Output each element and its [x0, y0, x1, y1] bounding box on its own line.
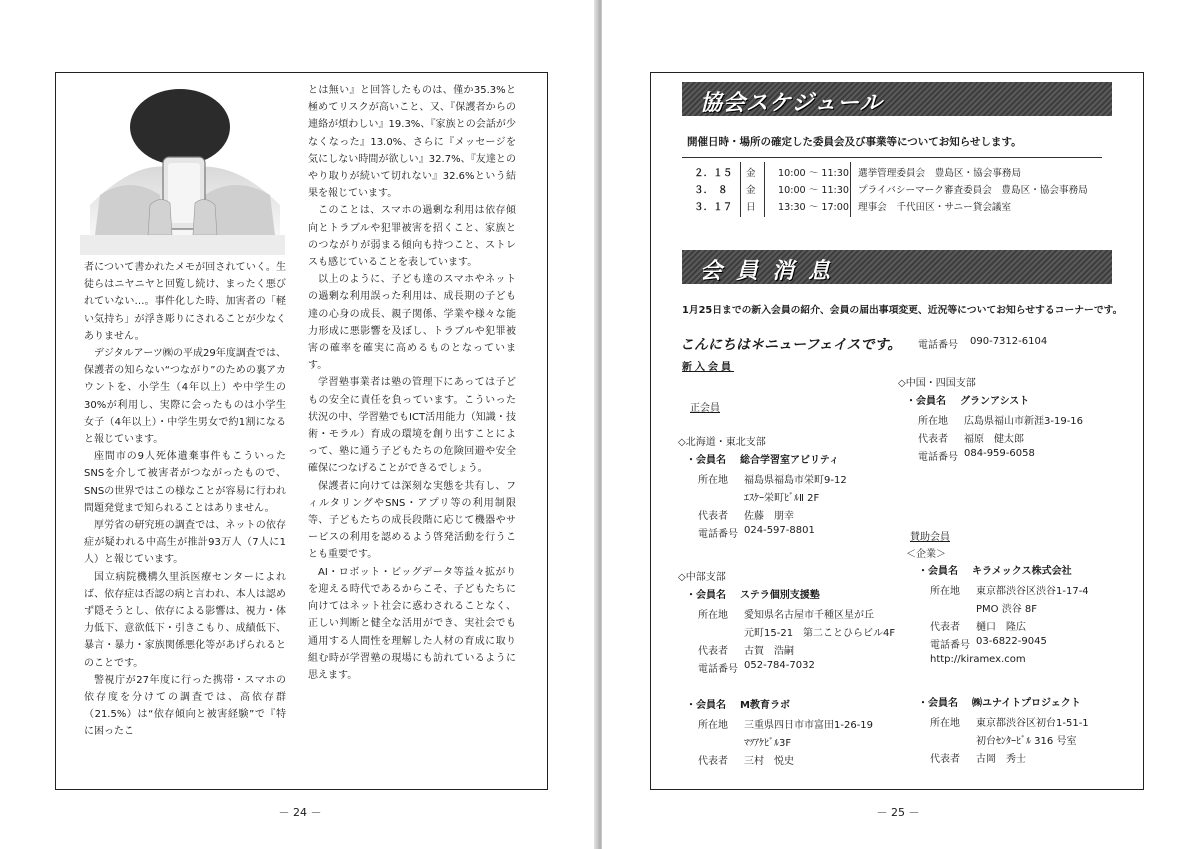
schedule-event: プライバシーマーク審査委員会 豊島区・協会事務局 — [858, 185, 1088, 196]
field-label: 所在地 — [698, 610, 728, 621]
member-representative: 福原 健太郎 — [964, 434, 1024, 445]
member-name: グランアシスト — [960, 396, 1030, 407]
member-address: 東京都渋谷区初台1-51-1 — [976, 718, 1089, 729]
field-label: 所在地 — [698, 720, 728, 731]
branch-label: ◇中国・四国支部 — [898, 378, 976, 389]
support-members-label: 賛助会員 — [910, 532, 950, 543]
schedule-event: 理事会 千代田区・サニー貸会議室 — [858, 202, 1012, 213]
article-column-2 — [308, 82, 516, 684]
schedule-event: 選挙管理委員会 豊島区・協会事務局 — [858, 168, 1022, 179]
field-label: 代表者 — [918, 434, 948, 445]
member-name-label: ・会員名 — [918, 566, 958, 577]
article-paragraph: 警視庁が27年度に行った携帯・スマホの依存度を分けての調査では、高依存群（21.5%）は“依存傾向と被害経験”で『特に困ったこ — [84, 674, 286, 738]
schedule-date: ３． ８ — [694, 185, 728, 196]
branch-label: ◇北海道・東北支部 — [678, 437, 766, 448]
article-paragraph: 者について書かれたメモが回されていく。生徒らはニヤニヤと回覧し続け、まったく悪びれていない…。事件化した時、加害者の「軽い気持ち」が浮き彫りにされることが少なくありません。 — [84, 262, 286, 342]
member-representative: 古賀 浩嗣 — [744, 646, 794, 657]
schedule-day: 金 — [746, 185, 756, 196]
field-label: 所在地 — [930, 586, 960, 597]
field-label: 所在地 — [698, 475, 728, 486]
member-name: ㈱ユナイトプロジェクト — [972, 698, 1081, 709]
schedule-time: 13:30 ～ 17:00 — [778, 202, 849, 213]
schedule-table — [682, 162, 1102, 213]
member-address: 元町15-21 第二ことひらビル4F — [744, 628, 896, 639]
member-name-label: ・会員名 — [918, 698, 958, 709]
schedule-intro: 開催日時・場所の確定した委員会及び事業等についてお知らせします。 — [687, 136, 1022, 148]
member-phone: 052-784-7032 — [744, 660, 815, 671]
schedule-title: 協会スケジュール — [700, 91, 883, 116]
field-label: 代表者 — [698, 756, 728, 767]
page-number-right: － 25 － — [876, 806, 920, 819]
field-label: 代表者 — [930, 622, 960, 633]
member-representative: 樋口 隆広 — [976, 622, 1026, 633]
member-name-label: ・会員名 — [906, 396, 946, 407]
new-face-headline: こんにちは＊ニューフェイスです。 — [680, 337, 902, 353]
member-representative: 佐藤 朋幸 — [744, 511, 794, 522]
member-news-title: 会員消息 — [700, 259, 845, 284]
field-label: 電話番号 — [918, 452, 958, 463]
schedule-banner — [682, 82, 1112, 116]
field-label: 代表者 — [930, 754, 960, 765]
member-address: ｴｽｹｰ栄町ﾋﾞﾙⅡ 2F — [744, 493, 820, 504]
article-paragraph: 以上のように、子ども達のスマホやネットの過剰な利用誤った利用は、成長期の子ども達の心身の成長、親子関係、学業や様々な能力形成に悪影響を及ぼし、トラブルや犯罪被害の確率を確実に高めるものとなっています。 — [308, 274, 516, 372]
member-name-label: ・会員名 — [686, 700, 726, 711]
article-paragraph: このことは、スマホの過剰な利用は依存傾向とトラブルや犯罪被害を招くこと、家族とのつながりが弱まる傾向も持つこと、ストレスも感じていることを表しています。 — [308, 205, 516, 269]
article-paragraph: 保護者に向けては深刻な実態を共有し、フィルタリングやSNS・アプリ等の利用制限等、子どもたちの成長段階に応じて機器やサービスの利用を認めるよう啓発活動を行うことも重要です。 — [308, 480, 516, 561]
schedule-time: 10:00 ～ 11:30 — [778, 185, 849, 196]
field-label: 代表者 — [698, 511, 728, 522]
article-paragraph: 厚労省の研究班の調査では、ネットの依存症が疑われる中高生が推計93万人（7人に1人）と報じています。 — [84, 520, 286, 566]
member-address: ﾏﾂｱｹﾋﾞﾙ3F — [744, 738, 792, 749]
member-address: PMO 渋谷 8F — [976, 604, 1038, 615]
regular-members-label: 正会員 — [690, 403, 720, 414]
field-label: 電話番号 — [698, 529, 738, 540]
schedule-row — [682, 196, 1102, 213]
article-paragraph: 座間市の9人死体遺棄事件もこういったSNSを介して被害者がつながったもので、SNSの世界ではこの様なことが容易に行われ問題発覚まで知られることはありません。 — [84, 451, 286, 514]
schedule-top-rule — [682, 157, 1102, 158]
member-news-banner — [682, 250, 1112, 284]
schedule-date: ３．１７ — [694, 202, 733, 213]
member-phone: 084-959-6058 — [964, 448, 1035, 459]
member-address: 初台ｾﾝﾀｰﾋﾞﾙ 316 号室 — [976, 736, 1077, 747]
field-label: 電話番号 — [698, 664, 738, 675]
member-name: 総合学習室アビリティ — [740, 455, 839, 466]
member-name: ステラ個別支援塾 — [740, 590, 820, 601]
member-name-label: ・会員名 — [686, 590, 726, 601]
member-phone: 024-597-8801 — [744, 525, 815, 536]
new-members-label: 新入会員 — [682, 362, 734, 373]
member-phone: 03-6822-9045 — [976, 636, 1047, 647]
article-paragraph: とは無い』と回答したものは、僅か35.3%と極めてリスクが高いこと、又、『保護者からの連絡が煩わしい』19.3%、『家族との会話が少なくなった』13.0%、さらに『メッセージを気にしない時間が欲しい』32.7%、『友達とのやり取りが続いて切れない』32.6%という結果を報じています。 — [308, 85, 516, 200]
schedule-row — [682, 162, 1102, 179]
schedule-day: 日 — [746, 202, 756, 213]
member-representative: 古岡 秀士 — [976, 754, 1026, 765]
member-representative: 三村 悦史 — [744, 756, 794, 767]
member-name: キラメックス株式会社 — [972, 566, 1072, 577]
member-address: 三重県四日市市富田1-26-19 — [744, 720, 874, 731]
field-label: 電話番号 — [930, 640, 970, 651]
article-paragraph: 国立病院機構久里浜医療センターによれば、依存症は否認の病と言われ、本人は認めず隠そうとし、依存による影響は、視力・体力低下、意欲低下・引きこもり、成績低下、暴言・暴力・家族関係悪化等があげられるとのことです。 — [84, 571, 286, 669]
member-name: M教育ラボ — [740, 700, 790, 711]
right-page — [602, 0, 1200, 849]
article-paragraph: デジタルアーツ㈱の平成29年度調査では、保護者の知らない“つながり”のための裏アカウントを、小学生（4年以上）や中学生の30%が利用し、実際に会ったものは小学生女子（4年以上）・中学生男女で約1割になると報じています。 — [84, 348, 286, 446]
schedule-row — [682, 179, 1102, 196]
person-holding-smartphone-photo — [80, 85, 285, 255]
top-right-phone-label: 電話番号 — [918, 340, 958, 351]
company-label: ＜企業＞ — [906, 549, 946, 560]
member-address: 広島県福山市新涯3-19-16 — [964, 416, 1084, 427]
member-address: 愛知県名古屋市千種区星が丘 — [744, 610, 874, 621]
member-website-link[interactable]: http://kiramex.com — [930, 654, 1026, 665]
member-news-intro: 1月25日までの新入会員の紹介、会員の届出事項変更、近況等についてお知らせするコーナーです。 — [682, 305, 1123, 316]
member-address: 東京都渋谷区渋谷1-17-4 — [976, 586, 1089, 597]
schedule-date: ２．１５ — [694, 168, 733, 179]
field-label: 代表者 — [698, 646, 728, 657]
article-paragraph: AI・ロボット・ビッグデータ等益々拡がりを迎える時代であるからこそ、子どもたちに向けてはネット社会に惑わされることなく、正しい判断と健全な活用ができ、実社会でも通用する人間性を理解した人材の育成に取り組む時が学習塾の現場にも訪れているように思えます。 — [308, 566, 516, 681]
schedule-day: 金 — [746, 168, 756, 179]
article-column-1 — [84, 259, 286, 741]
branch-label: ◇中部支部 — [678, 572, 726, 583]
page-number-left: － 24 － — [278, 806, 322, 819]
field-label: 所在地 — [930, 718, 960, 729]
member-address: 福島県福島市栄町9-12 — [744, 475, 847, 486]
schedule-time: 10:00 ～ 11:30 — [778, 168, 849, 179]
article-paragraph: 学習塾事業者は塾の管理下にあっては子どもの安全に責任を負っています。こういった状況の中、学習塾でもICT活用能力（知識・技術・モラル）育成の環境を創り出すことによって、塾に通う子どもたちの危険回避や安全確保につなげることができるでしょう。 — [308, 377, 516, 475]
top-right-phone: 090-7312-6104 — [970, 336, 1048, 347]
left-page — [0, 0, 598, 849]
field-label: 所在地 — [918, 416, 948, 427]
member-name-label: ・会員名 — [686, 455, 726, 466]
